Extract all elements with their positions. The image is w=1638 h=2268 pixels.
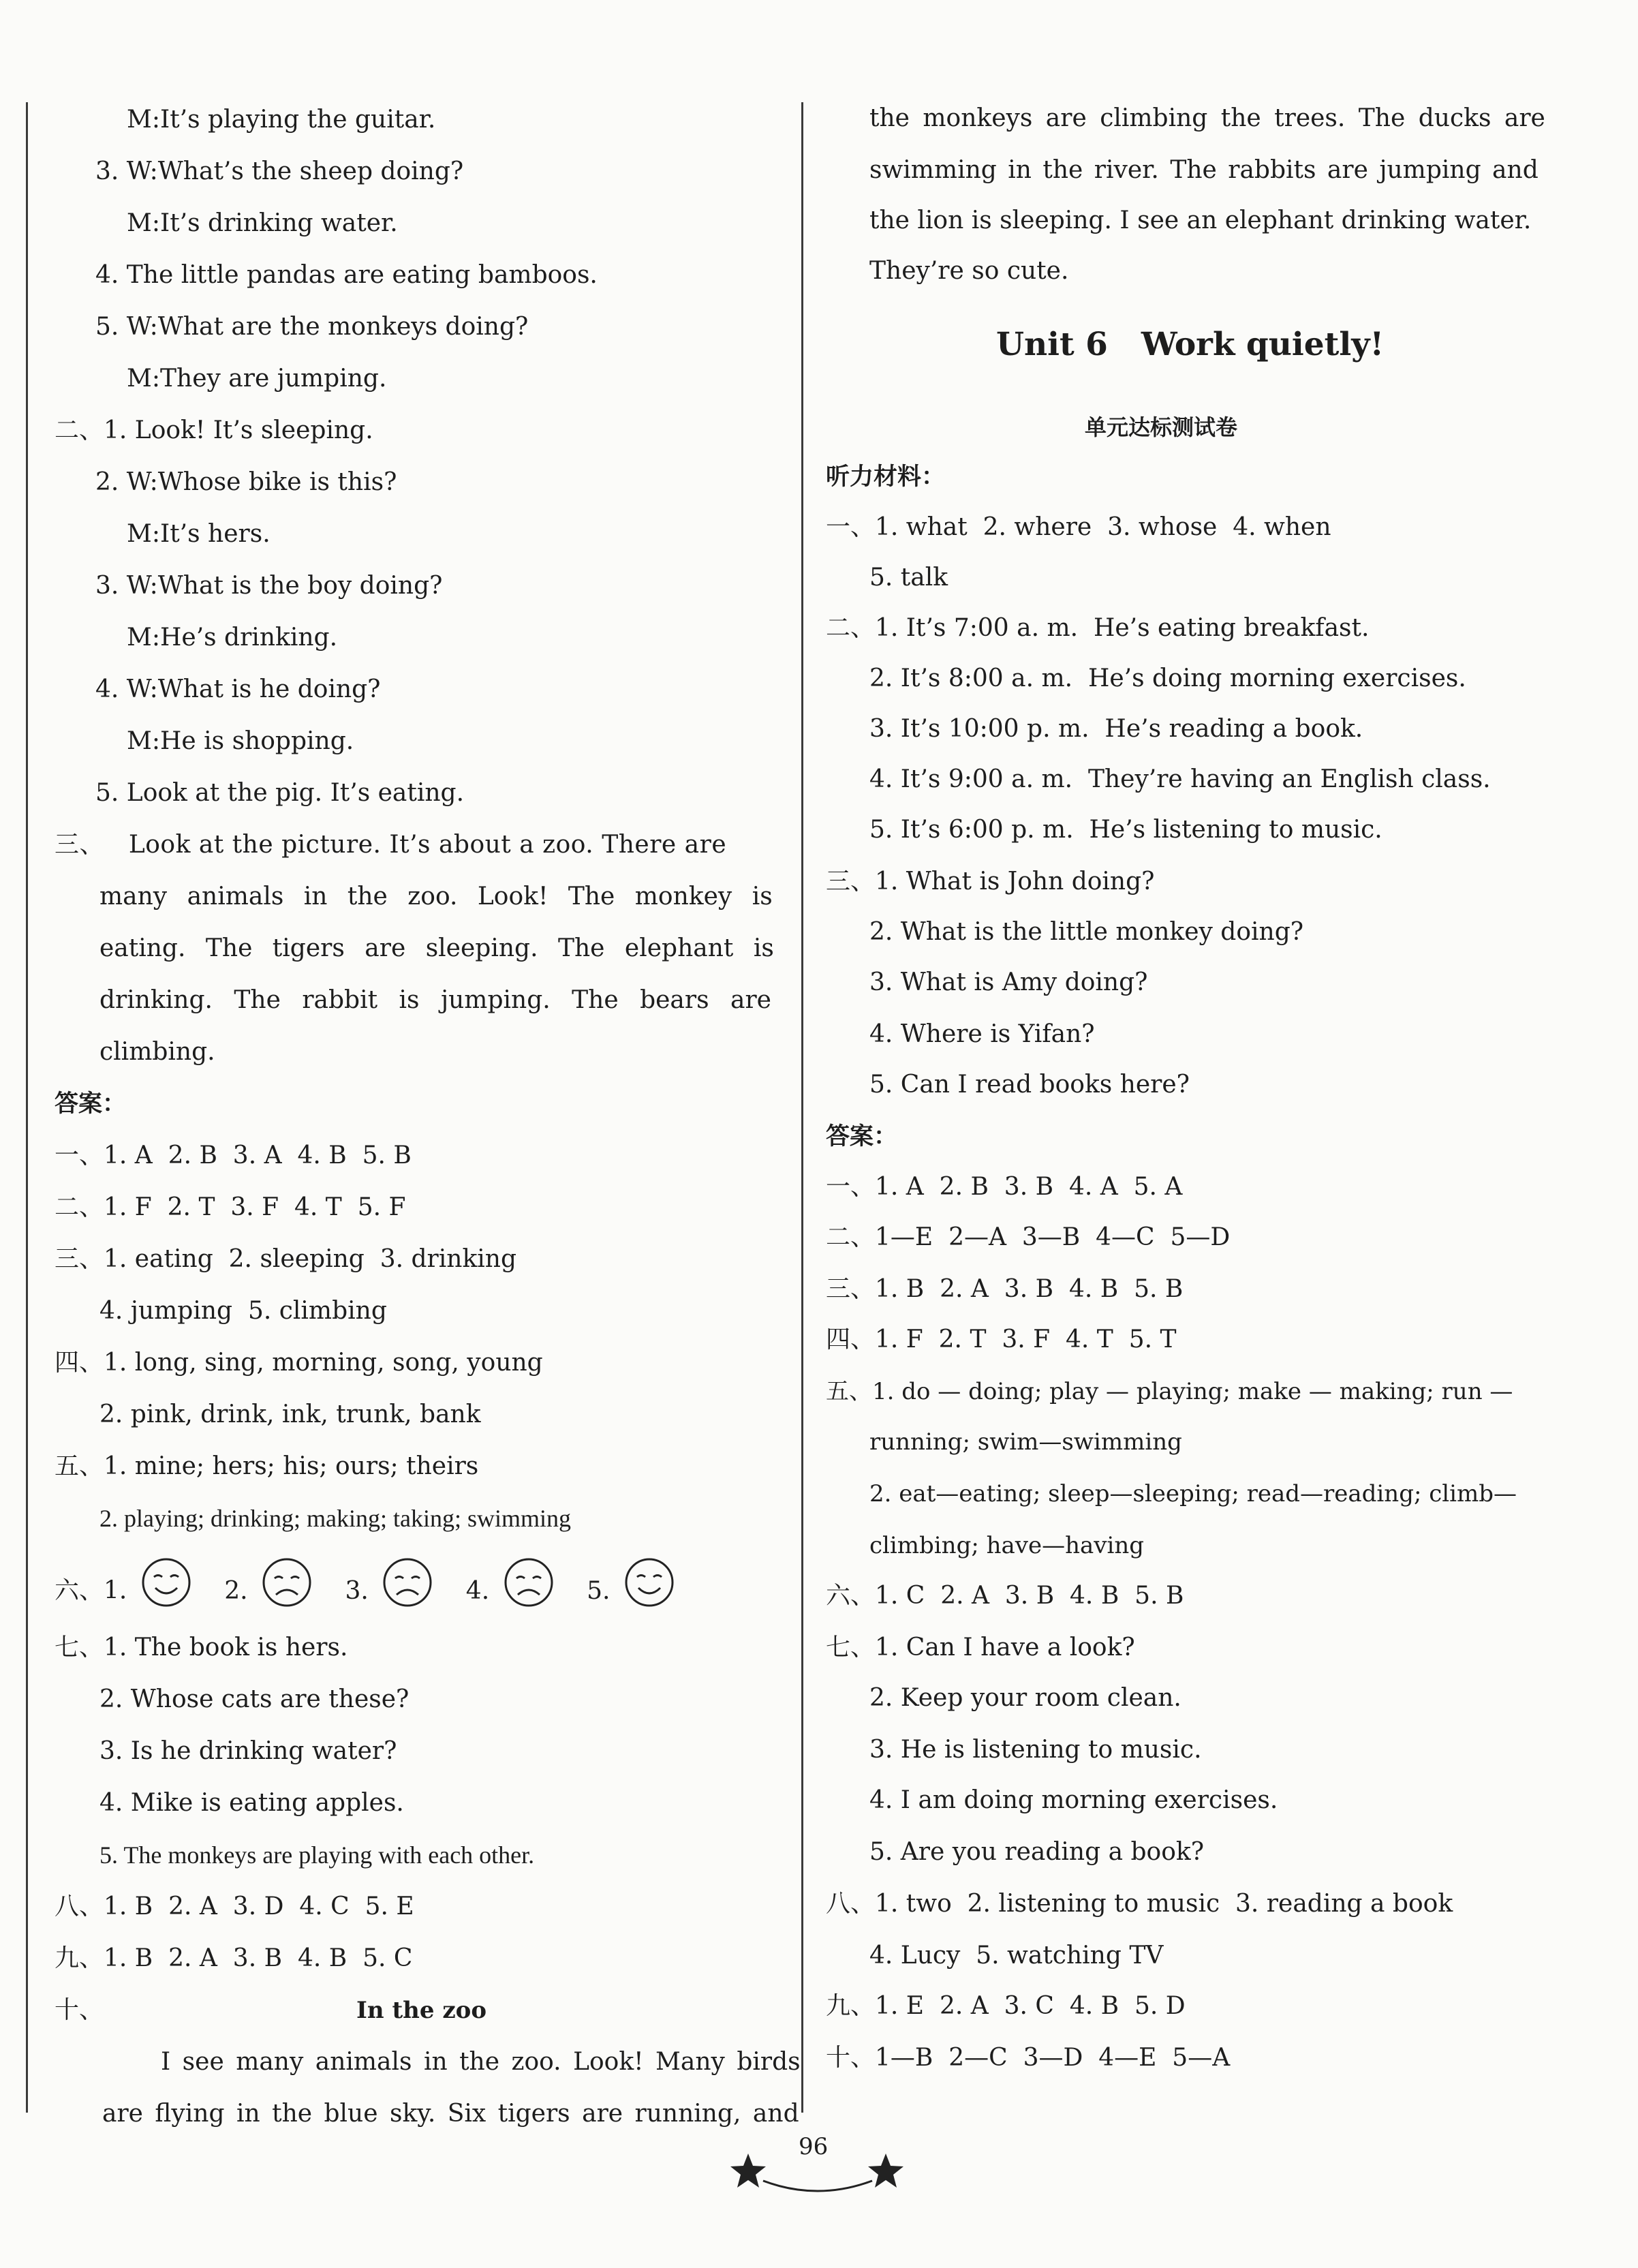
text-line: 3. What is Amy doing?: [869, 968, 1148, 996]
text-line: 3. He is listening to music.: [869, 1736, 1202, 1764]
text-line: 4. I am doing morning exercises.: [869, 1786, 1278, 1814]
text-line: 4. Lucy 5. watching TV: [869, 1942, 1164, 1970]
text-line: drinking. The rabbit is jumping. The bears are: [99, 986, 771, 1014]
text-line: 4. W:What is he doing?: [95, 675, 381, 703]
text-line: 二、1—E 2—A 3—B 4—C 5—D: [826, 1223, 1231, 1251]
text-line: 二、1. It’s 7:00 a. m. He’s eating breakfast.: [826, 614, 1370, 642]
text-line: 五、1. mine; hers; his; ours; theirs: [55, 1452, 479, 1480]
text-line: are flying in the blue sky. Six tigers are running, and: [102, 2100, 799, 2128]
text-line: 5. W:What are the monkeys doing?: [95, 313, 529, 341]
text-line: 九、1. B 2. A 3. B 4. B 5. C: [55, 1944, 413, 1972]
unit-title: Unit 6 Work quietly!: [996, 326, 1385, 363]
text-line: many animals in the zoo. Look! The monkey is: [99, 883, 773, 910]
text-line: 3. W:What is the boy doing?: [95, 572, 443, 600]
star-right-icon: [867, 2152, 905, 2190]
text-line: 2. W:Whose bike is this?: [95, 468, 397, 496]
text-line: 七、1. The book is hers.: [55, 1634, 348, 1661]
text-line: 十、1—B 2—C 3—D 4—E 5—A: [826, 2044, 1231, 2072]
sub-title: 单元达标测试卷: [1085, 414, 1238, 440]
text-line: 2. Keep your room clean.: [869, 1684, 1181, 1712]
text-line: climbing.: [99, 1038, 215, 1066]
text-line: 八、1. two 2. listening to music 3. reading a book: [826, 1890, 1453, 1918]
text-line: 4. It’s 9:00 a. m. They’re having an English class.: [869, 765, 1491, 793]
text-line: 2. eat—eating; sleep—sleeping; read—reading; climb—: [869, 1480, 1517, 1507]
face-label: 5.: [587, 1576, 611, 1605]
text-line: M:It’s drinking water.: [127, 209, 398, 237]
text-line: 5. Look at the pig. It’s eating.: [95, 779, 465, 807]
text-line: M:He is shopping.: [127, 727, 354, 755]
text-line: 九、1. E 2. A 3. C 4. B 5. D: [826, 1992, 1186, 2020]
text-line: They’re so cute.: [869, 257, 1069, 285]
text-line: 一、1. what 2. where 3. whose 4. when: [826, 513, 1331, 541]
smile-face-icon: [139, 1555, 194, 1629]
text-line: 2. What is the little monkey doing?: [869, 918, 1304, 946]
text-line: 四、1. long, sing, morning, song, young: [55, 1349, 543, 1377]
text-line: 5. talk: [869, 564, 948, 592]
text-line: 一、1. A 2. B 3. A 4. B 5. B: [55, 1141, 412, 1169]
text-line: 2. pink, drink, ink, trunk, bank: [99, 1400, 481, 1428]
text-line: 三、1. eating 2. sleeping 3. drinking: [55, 1245, 517, 1273]
text-line: I see many animals in the zoo. Look! Many birds: [161, 2048, 801, 2076]
face-label: 2.: [224, 1576, 248, 1605]
text-line: 5. Can I read books here?: [869, 1071, 1190, 1099]
text-line: 5. The monkeys are playing with each other.: [99, 1841, 535, 1869]
face-label: 3.: [345, 1576, 369, 1605]
text-line: 3. It’s 10:00 p. m. He’s reading a book.: [869, 715, 1363, 743]
text-line: M:They are jumping.: [127, 365, 387, 393]
text-line: swimming in the river. The rabbits are jumping and: [869, 156, 1539, 184]
frown-face-icon: [260, 1555, 314, 1629]
text-line: 2. Whose cats are these?: [99, 1685, 409, 1713]
text-line: M:It’s hers.: [127, 520, 271, 548]
text-line: running; swim—swimming: [869, 1428, 1182, 1456]
text-line: 三、1. B 2. A 3. B 4. B 5. B: [826, 1275, 1184, 1303]
page-footer: [715, 2133, 920, 2201]
text-line: 4. jumping 5. climbing: [99, 1297, 387, 1325]
answers-heading: 答案：: [55, 1090, 127, 1118]
text-line: 八、1. B 2. A 3. D 4. C 5. E: [55, 1892, 414, 1920]
text-line: 三、1. What is John doing?: [826, 868, 1155, 895]
answers-heading: 答案：: [826, 1123, 898, 1150]
frown-face-icon: [380, 1555, 435, 1629]
text-line: 5. It’s 6:00 p. m. He’s listening to music.: [869, 816, 1382, 844]
text-line: 3. W:What’s the sheep doing?: [95, 157, 464, 185]
page-number: 96: [799, 2133, 829, 2160]
text-line: climbing; have—having: [869, 1532, 1145, 1559]
text-line: 二、1. F 2. T 3. F 4. T 5. F: [55, 1193, 406, 1221]
text-line: M:It’s playing the guitar.: [127, 106, 436, 134]
text-line: 4. Mike is eating apples.: [99, 1789, 404, 1817]
left-margin-rule: [26, 102, 28, 2113]
text-line: 4. Where is Yifan?: [869, 1020, 1095, 1048]
text-line: 七、1. Can I have a look?: [826, 1634, 1135, 1661]
column-divider: [801, 102, 803, 2113]
faces-row: [55, 1555, 681, 1610]
text-line: 六、1. C 2. A 3. B 4. B 5. B: [826, 1582, 1184, 1610]
smile-face-icon: [622, 1555, 677, 1629]
swoosh-divider: [756, 2160, 879, 2194]
text-line: 4. The little pandas are eating bamboos.: [95, 261, 598, 289]
text-line: the monkeys are climbing the trees. The ducks are: [869, 104, 1545, 132]
text-line: 一、1. A 2. B 3. B 4. A 5. A: [826, 1173, 1183, 1201]
text-line: 三、 Look at the picture. It’s about a zoo. There are: [55, 831, 727, 859]
faces-prefix: 六、1.: [55, 1576, 127, 1605]
text-line: 四、1. F 2. T 3. F 4. T 5. T: [826, 1325, 1177, 1353]
frown-face-icon: [501, 1555, 556, 1629]
text-line: the lion is sleeping. I see an elephant drinking water.: [869, 206, 1532, 234]
face-label: 4.: [465, 1576, 490, 1605]
text-line: 二、1. Look! It’s sleeping.: [55, 416, 373, 444]
text-line: 3. Is he drinking water?: [99, 1737, 397, 1765]
story-title: In the zoo: [356, 1997, 487, 2024]
text-line: M:He’s drinking.: [127, 624, 338, 652]
listening-heading: 听力材料：: [826, 463, 946, 491]
text-line: 2. It’s 8:00 a. m. He’s doing morning exercises.: [869, 664, 1466, 692]
story-prefix: 十、: [55, 1996, 104, 2024]
text-line: 5. Are you reading a book?: [869, 1838, 1205, 1866]
text-line: eating. The tigers are sleeping. The elephant is: [99, 934, 774, 962]
text-line: 2. playing; drinking; making; taking; swimming: [99, 1505, 571, 1532]
text-line: 五、1. do — doing; play — playing; make — making; run —: [826, 1378, 1513, 1405]
